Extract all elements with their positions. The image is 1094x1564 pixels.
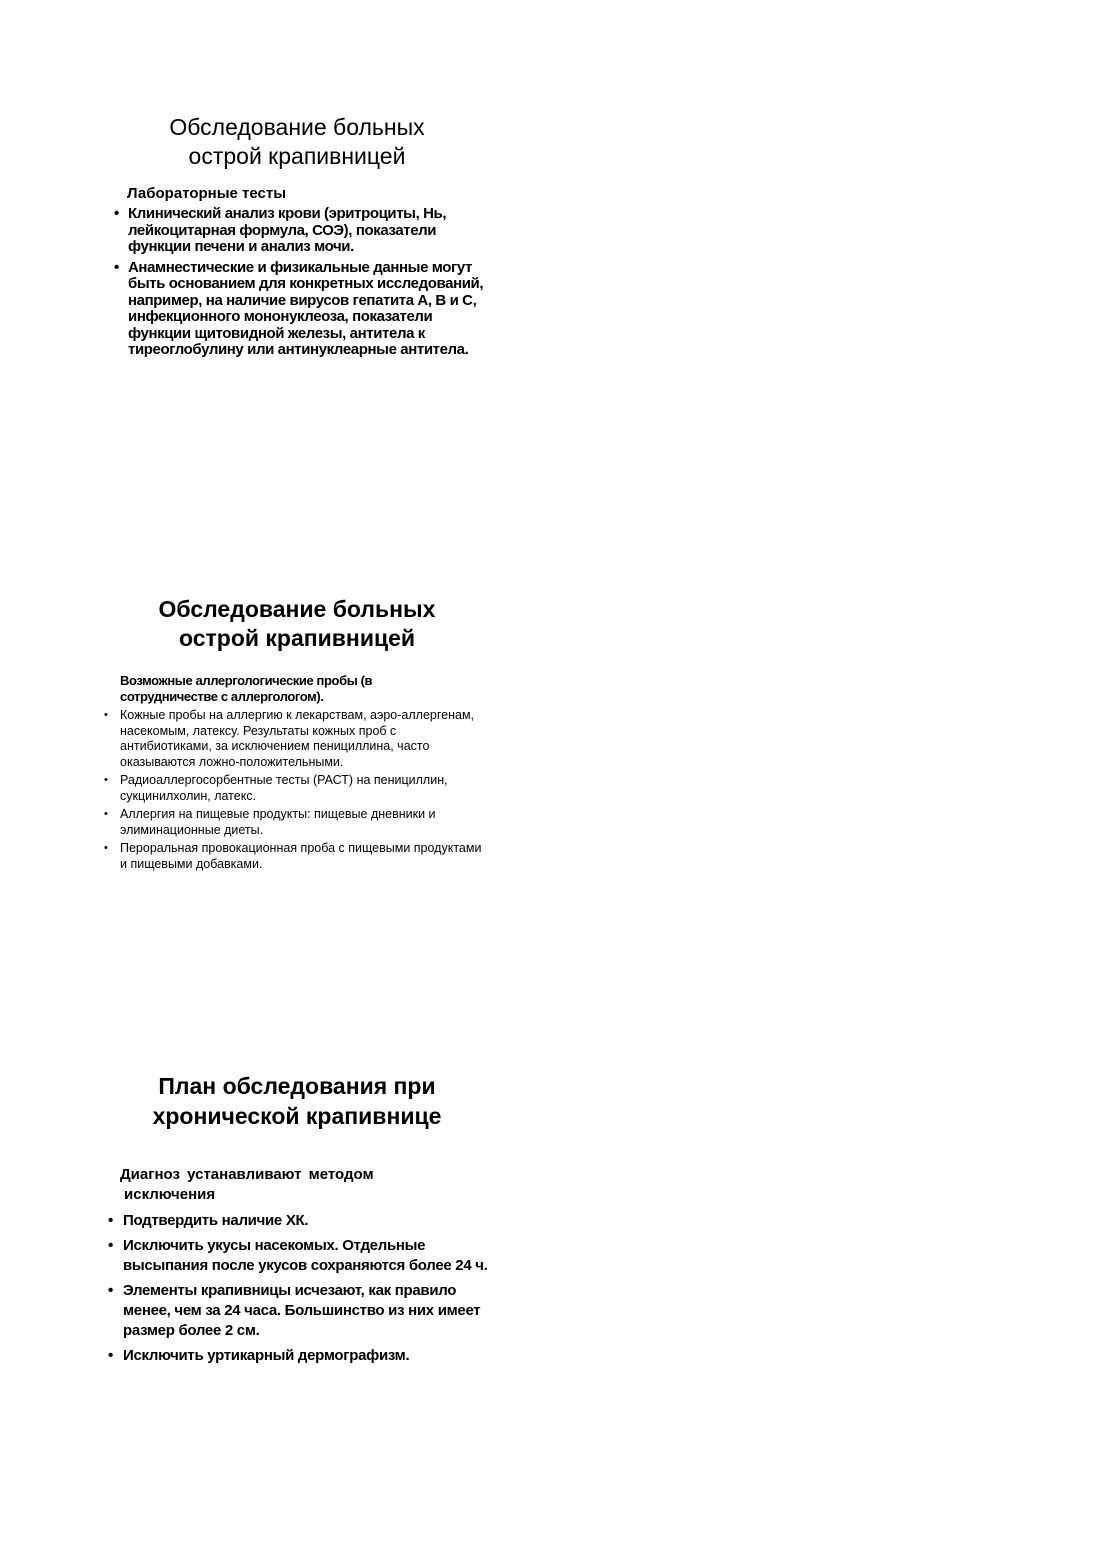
list-item-text: Подтвердить наличие ХК. xyxy=(123,1212,309,1229)
bullet-icon: • xyxy=(104,808,108,820)
list-item-text: Элементы крапивницы исчезают, как правило менее, чем за 24 часа. Большинство из них имеет размер более 2 см. xyxy=(123,1282,481,1339)
title-line-1: Обследование больных xyxy=(158,596,436,622)
list-item-text: Анамнестические и физикальные данные могут быть основанием для конкретных исследований, например, на наличие вирусов гепатита А, В и С, инфекционного мононуклеоза, показатели функции щитовидной железы, антитела к тиреоглобулину или антинуклеарные антитела. xyxy=(128,258,484,358)
list-item-text: Исключить уртикарный дермографизм. xyxy=(123,1347,410,1364)
slide-title xyxy=(100,1071,494,1131)
bullet-list xyxy=(104,708,490,875)
list-item xyxy=(104,773,490,804)
list-item-text: Кожные пробы на аллергию к лекарствам, аэро-аллергенам, насекомым, латексу. Результаты кожных проб с антибиотиками, за исключением пенициллина, часто оказываются ложно-положительными. xyxy=(120,708,475,769)
list-item xyxy=(108,1211,488,1231)
list-item xyxy=(114,258,498,359)
list-item xyxy=(108,1281,488,1341)
slide-subtitle xyxy=(120,1165,440,1205)
bullet-icon: • xyxy=(104,774,108,786)
slide-subtitle: Возможные аллергологические пробы (в сотрудничестве с аллергологом). xyxy=(120,673,373,704)
list-item xyxy=(104,807,490,838)
title-line-1: Обследование больных xyxy=(169,114,425,140)
list-item xyxy=(104,708,490,770)
bullet-icon: • xyxy=(104,709,108,721)
slide-title xyxy=(100,113,494,171)
bullet-icon: • xyxy=(114,205,119,222)
title-line-2: острой крапивницей xyxy=(178,625,416,651)
title-line-2: хронической крапивнице xyxy=(152,1103,442,1129)
bullet-list xyxy=(114,205,498,363)
list-item xyxy=(114,205,498,256)
bullet-icon: • xyxy=(114,258,119,276)
list-item-text: Исключить укусы насекомых. Отдельные высыпания после укусов сохраняются более 24 ч. xyxy=(123,1237,488,1274)
slide-subtitle: Лабораторные тесты xyxy=(127,185,287,202)
slide-title xyxy=(100,595,494,653)
list-item-text: Аллергия на пищевые продукты: пищевые дневники и элиминационные диеты. xyxy=(120,807,436,837)
subtitle-line-1: Диагноз устанавливают методом xyxy=(120,1166,374,1183)
bullet-icon: • xyxy=(108,1212,113,1229)
subtitle-line-2: исключения xyxy=(124,1186,216,1203)
list-item-text: Радиоаллергосорбентные тесты (РАСТ) на пенициллин, сукцинилхолин, латекс. xyxy=(120,773,448,803)
bullet-icon: • xyxy=(108,1282,113,1299)
bullet-icon: • xyxy=(108,1347,113,1364)
bullet-icon: • xyxy=(108,1237,113,1254)
list-item xyxy=(108,1346,488,1366)
bullet-icon: • xyxy=(104,842,108,854)
list-item-text: Пероральная провокационная проба с пищевыми продуктами и пищевыми добавками. xyxy=(120,841,482,871)
title-line-1: План обследования при xyxy=(158,1073,436,1099)
list-item-text: Клинический анализ крови (эритроциты, Нь, лейкоцитарная формула, СОЭ), показатели функции печени и анализ мочи. xyxy=(128,205,447,255)
list-item xyxy=(104,841,490,872)
list-item xyxy=(108,1236,488,1276)
title-line-2: острой крапивницей xyxy=(188,143,406,169)
bullet-list xyxy=(108,1211,488,1371)
